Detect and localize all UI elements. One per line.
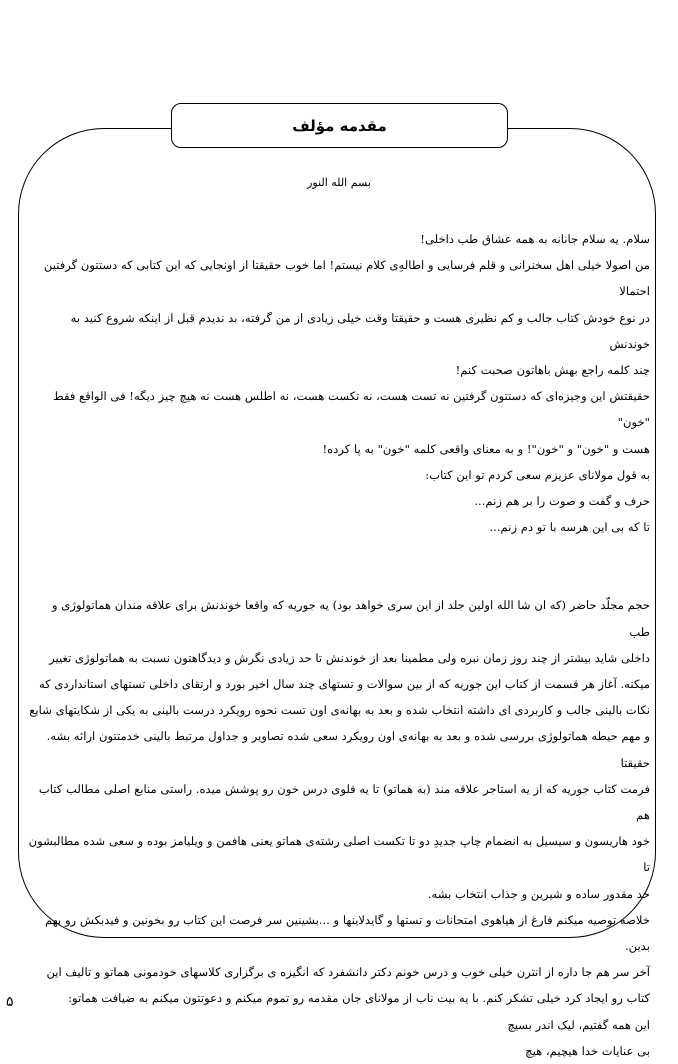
paragraph-line: من اصولا خیلی اهل سخنرانی و قلم فرسایی و اطالهِ‌ی کلام نیستم! اما خوب حقیقتا از اونجایی که این کتابی که دستتون گرفتین احتمالا xyxy=(43,258,650,299)
paragraph-line: میکنه. آغاز هر قسمت از کتاب این جوریه که از بین سوالات و تستهای چند سال اخیر بورد و ارتقای داخلی تستهای استانداردی که xyxy=(38,677,650,692)
paragraph-line: چند کلمه راجع بهش باهاتون صحبت کنم! xyxy=(455,363,650,378)
paragraph-line: نکات بالینی جالب و کاربردی ای داشته انتخاب شده و بعد به بهانه‌ی اون تست نحوه رویکرد درست بالینی به یکی از شکایتهای شایع xyxy=(29,703,650,718)
preface-body xyxy=(28,226,650,1064)
paragraph-line: آخر سر هم جا داره از انترن خیلی خوب و درس خونم دکتر دانشفرد که انگیزه ی برگزاری کلاسهای خودمونی هماتو و تالیف این xyxy=(46,965,650,980)
paragraph-line: خلاصه توصیه میکنم فارغ از هیاهوی امتحانات و تستها و گایدلاینها و ...بشینین سر فرصت این کتاب رو بخونین و فیدبکش رو بهم xyxy=(44,912,650,927)
paragraph-line: خود هاریسون و سیسیل به انضمام چاپ جدیدِ دو تا تکست اصلی رشته‌ی هماتو یعنی هافمن و ویلیامز بوده و سعی شده مطالبشون تا xyxy=(28,834,650,875)
page-number: ۵ xyxy=(6,994,14,1010)
paragraph-line: و مهم حیطه هماتولوژی بررسی شده و بعد به بهانه‌ی اون رویکرد سعی شده تصاویر و جداول مرتبط بالینی خدمتتون ارائه بشه. حقیقتا xyxy=(46,729,650,770)
paragraph-line: به قول مولانای عزیزم سعی کردم تو این کتاب: xyxy=(425,467,650,482)
paragraph-line: حد مقدور ساده و شیرین و جذاب انتخاب بشه. xyxy=(427,886,650,901)
paragraph-line: سلام. یه سلام جانانه به همه عشاق طب داخلی! xyxy=(420,232,650,246)
verse-line: این همه گفتیم، لیک اندر بسیچ xyxy=(507,1017,650,1032)
paragraph-line: حجم مجلّد حاضر (که ان شا الله اولین جلد از این سری خواهد بود) یه جوریه که واقعا خوندنش برای علاقه مندان هماتولوژی و طب xyxy=(51,598,650,639)
title-box xyxy=(171,103,508,148)
paragraph-line: فرمت کتاب جوریه که از یه استاجر علاقه مند (به هماتو) تا یه فلوی درس خون رو پوشش میده. راستی منابع اصلی مطالب کتاب هم xyxy=(38,781,650,823)
verse-line: بی عنایات خدا هیچیم، هیچ xyxy=(525,1043,650,1058)
paragraph-line: بدین. xyxy=(624,939,650,954)
paragraph-line: داخلی شاید بیشتر از چند روز زمان نبره ولی مطمینا بعد از خوندنش تا حد زیادی نگرش و دیدگاهتون نسبت به هماتولوژی تغییر xyxy=(49,650,650,665)
paragraph-line: کتاب رو ایجاد کرد خیلی تشکر کنم. با یه بیت ناب از مولانای جان مقدمه رو تموم میکنم و دعوتتون میکنم به ضیافت هماتو: xyxy=(68,991,650,1006)
paragraph-line: در نوع خودش کتاب جالب و کم نظیری هست و حقیقتا وقت خیلی زیادی از من گرفته، بد ندیدم قبل از اینکه شروع کنید به خوندنش xyxy=(70,310,650,351)
page-title: مقدمه مؤلف xyxy=(292,116,387,135)
paragraph-line: حقیقتش این وجیزه‌ای که دستتون گرفتین نه تست هست، نه تکست هست، نه اطلس هست نه هیچ چیز دیگه! فی الواقع فقط "خون" xyxy=(52,389,650,430)
verse-line: حرف و گفت و صوت را بر هم زنم... xyxy=(474,494,650,509)
section-gap xyxy=(28,540,650,592)
bismillah-line: بسم الله النور xyxy=(307,176,371,189)
verse-line: تا که بی این هرسه با تو دم زنم... xyxy=(489,520,650,535)
paragraph-line: هست و "خون" و "خون"! و به معنای واقعی کلمه "خون" به پا کرده! xyxy=(322,441,650,456)
